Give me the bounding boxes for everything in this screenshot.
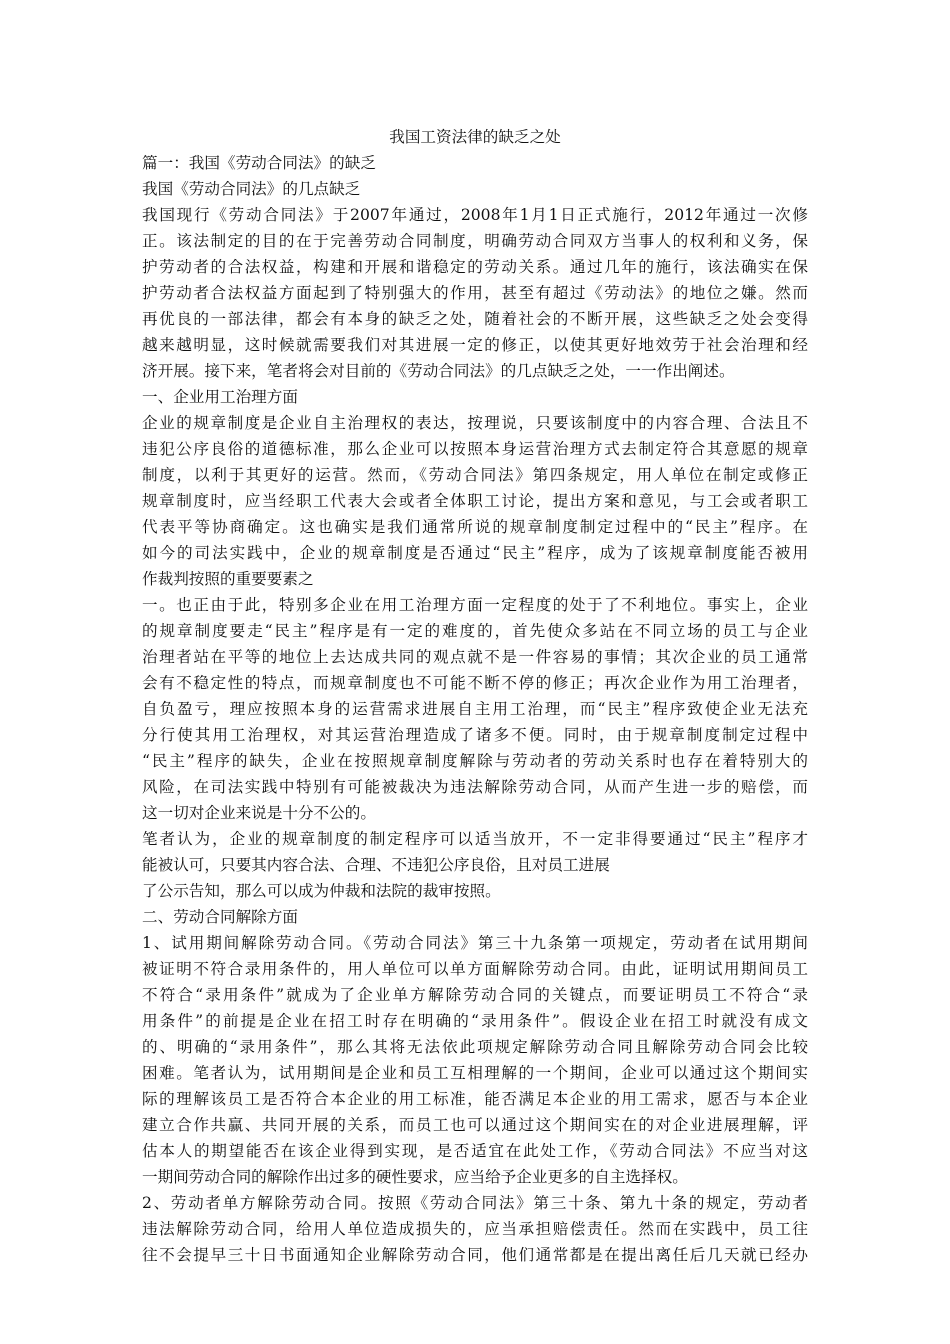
- paragraph: [142, 592, 808, 826]
- paragraph-line: “民主”程序的缺失，企业在按照规章制度解除与劳动者的劳动关系时也存在着特别大的: [142, 752, 808, 770]
- subtitle-line: 我国《劳动合同法》的几点缺乏: [142, 180, 361, 198]
- document-title: 我国工资法律的缺乏之处: [389, 128, 561, 146]
- paragraph-line: 的、明确的“录用条件”，那么其将无法依此项规定解除劳动合同且解除劳动合同会比较: [142, 1038, 808, 1056]
- paragraph-line: 2、劳动者单方解除劳动合同。按照《劳动合同法》第三十条、第九十条的规定，劳动者: [142, 1194, 808, 1212]
- paragraph: [142, 826, 808, 878]
- paragraph-line: 违法解除劳动合同，给用人单位造成损失的，应当承担赔偿责任。然而在实践中，员工往: [142, 1220, 808, 1238]
- paragraph-line: 不符合“录用条件”就成为了企业单方解除劳动合同的关键点，而要证明员工不符合“录: [142, 986, 808, 1004]
- paragraph-line: 再优良的一部法律，都会有本身的缺乏之处，随着社会的不断开展，这些缺乏之处会变得: [142, 310, 808, 328]
- paragraph-line: 制度，以利于其更好的运营。然而，《劳动合同法》第四条规定，用人单位在制定或修正: [142, 466, 808, 484]
- paragraph-line: 违犯公序良俗的道德标准，那么企业可以按照本身运营治理方式去制定符合其意愿的规章: [142, 440, 808, 458]
- paragraph-line: 被证明不符合录用条件的，用人单位可以单方面解除劳动合同。由此，证明试用期间员工: [142, 960, 808, 978]
- document-body: [142, 124, 808, 1268]
- paragraph-line: 自负盈亏，理应按照本身的运营需求进展自主用工治理，而“民主”程序致使企业无法充: [142, 700, 808, 718]
- paragraph-line: 能被认可，只要其内容合法、合理、不违犯公序良俗，且对员工进展: [142, 856, 610, 874]
- subtitle-line: 篇一：我国《劳动合同法》的缺乏: [142, 154, 376, 172]
- paragraph-line: 1、试用期间解除劳动合同。《劳动合同法》第三十九条第一项规定，劳动者在试用期间: [142, 934, 808, 952]
- paragraph: [142, 1190, 808, 1268]
- paragraph-line: 护劳动者合法权益方面起到了特别强大的作用，甚至有超过《劳动法》的地位之嫌。然而: [142, 284, 808, 302]
- paragraph-line: 护劳动者的合法权益，构建和开展和谐稳定的劳动关系。通过几年的施行，该法确实在保: [142, 258, 808, 276]
- document-paragraphs: [142, 202, 808, 1268]
- paragraph-line: 往不会提早三十日书面通知企业解除劳动合同，他们通常都是在提出离任后几天就已经办: [142, 1246, 808, 1264]
- paragraph-line: 代表平等协商确定。这也确实是我们通常所说的规章制度制定过程中的“民主”程序。在: [142, 518, 808, 536]
- paragraph-line: 了公示告知，那么可以成为仲裁和法院的裁审按照。: [142, 882, 501, 900]
- paragraph-line: 笔者认为，企业的规章制度的制定程序可以适当放开，不一定非得要通过“民主”程序才: [142, 830, 808, 848]
- paragraph-line: 困难。笔者认为，试用期间是企业和员工互相理解的一个期间，企业可以通过这个期间实: [142, 1064, 808, 1082]
- paragraph: [142, 384, 808, 410]
- paragraph: [142, 930, 808, 1190]
- paragraph-line: 一、企业用工治理方面: [142, 388, 298, 406]
- paragraph-line: 风险，在司法实践中特别有可能被裁决为违法解除劳动合同，从而产生进一步的赔偿，而: [142, 778, 808, 796]
- paragraph-line: 越来越明显，这时候就需要我们对其进展一定的修正，以使其更好地效劳于社会治理和经: [142, 336, 808, 354]
- paragraph: [142, 410, 808, 592]
- paragraph-line: 际的理解该员工是否符合本企业的用工标准，能否满足本企业的用工需求，愿否与本企业: [142, 1090, 808, 1108]
- paragraph-line: 估本人的期望能否在该企业得到实现，是否适宜在此处工作，《劳动合同法》不应当对这: [142, 1142, 808, 1160]
- paragraph-line: 的规章制度要走“民主”程序是有一定的难度的，首先使众多站在不同立场的员工与企业: [142, 622, 808, 640]
- paragraph-line: 用条件”的前提是企业在招工时存在明确的“录用条件”。假设企业在招工时就没有成文: [142, 1012, 808, 1030]
- paragraph-line: 如今的司法实践中，企业的规章制度是否通过“民主”程序，成为了该规章制度能否被用: [142, 544, 808, 562]
- paragraph-line: 一。也正由于此，特别多企业在用工治理方面一定程度的处于了不利地位。事实上，企业: [142, 596, 808, 614]
- paragraph-line: 一期间劳动合同的解除作出过多的硬性要求，应当给予企业更多的自主选择权。: [142, 1168, 688, 1186]
- paragraph-line: 济开展。接下来，笔者将会对目前的《劳动合同法》的几点缺乏之处，一一作出阐述。: [142, 362, 735, 380]
- paragraph: [142, 202, 808, 384]
- paragraph: [142, 878, 808, 904]
- paragraph-line: 这一切对企业来说是十分不公的。: [142, 804, 376, 822]
- paragraph-line: 分行使其用工治理权，对其运营治理造成了诸多不便。同时，由于规章制度制定过程中: [142, 726, 808, 744]
- paragraph-line: 规章制度时，应当经职工代表大会或者全体职工讨论，提出方案和意见，与工会或者职工: [142, 492, 808, 510]
- paragraph-line: 我国现行《劳动合同法》于2007年通过，2008年1月1日正式施行，2012年通过一次修: [142, 206, 808, 224]
- paragraph-line: 企业的规章制度是企业自主治理权的表达，按理说，只要该制度中的内容合理、合法且不: [142, 414, 808, 432]
- paragraph: [142, 904, 808, 930]
- paragraph-line: 正。该法制定的目的在于完善劳动合同制度，明确劳动合同双方当事人的权利和义务，保: [142, 232, 808, 250]
- paragraph-line: 作裁判按照的重要要素之: [142, 570, 314, 588]
- paragraph-line: 建立合作共赢、共同开展的关系，而员工也可以通过这个期间实在的对企业进展理解，评: [142, 1116, 808, 1134]
- paragraph-line: 会有不稳定性的特点，而规章制度也不可能不断不停的修正；再次企业作为用工治理者，: [142, 674, 808, 692]
- paragraph-line: 治理者站在平等的地位上去达成共同的观点就不是一件容易的事情；其次企业的员工通常: [142, 648, 808, 666]
- paragraph-line: 二、劳动合同解除方面: [142, 908, 298, 926]
